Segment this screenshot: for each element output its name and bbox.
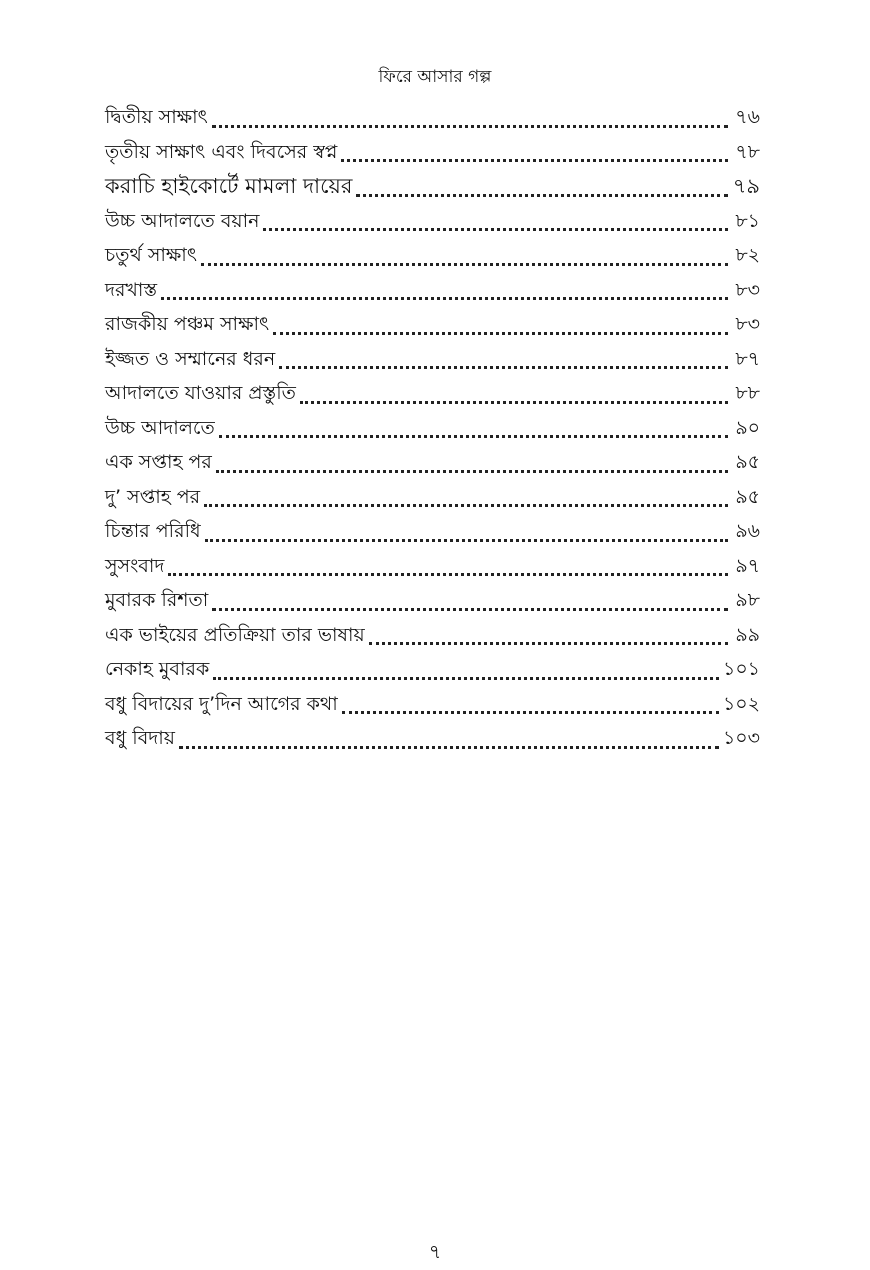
toc-entry-title: চিন্তার পরিধি [105,520,201,542]
toc-entry-title: ইজ্জত ও সম্মানের ধরন [105,347,276,370]
toc-entry-page: ৯৯ [735,623,760,646]
dot-leader [161,295,728,300]
dot-leader [204,502,728,507]
toc-entry [105,376,760,411]
toc-entry-page: ৮৭ [735,347,760,370]
dot-leader [201,261,728,266]
toc-entry-title: উচ্চ আদালতে [105,416,215,439]
toc-entry-page: ৭৯ [732,174,760,198]
toc-entry [105,273,760,308]
toc-entry-page: ৭৬ [735,106,760,128]
dot-leader [212,606,728,611]
toc-entry [105,480,760,515]
dot-leader [219,433,728,438]
toc-entry-title: তৃতীয় সাক্ষাৎ এবং দিবসের স্বপ্ন [105,140,338,163]
toc-entry-title: দ্বিতীয় সাক্ষাৎ [105,106,208,128]
dot-leader [342,709,719,714]
dot-leader [205,537,728,542]
toc-entry-title: সুসংবাদ [105,554,165,577]
toc-entry-title: দরখাস্ত [105,278,158,301]
toc-entry-page: ১০২ [722,692,760,715]
toc-entry-title: আদালতে যাওয়ার প্রস্তুতি [105,382,296,404]
toc-entry-title: চতুর্থ সাক্ষাৎ [105,244,197,266]
toc-entry-title: বধু বিদায়ের দু’দিন আগের কথা [105,692,338,715]
dot-leader [341,157,728,162]
dot-leader [216,468,728,473]
page-number: ৭ [428,1241,442,1263]
toc-entry-page: ৮২ [735,244,760,266]
toc-entry-page: ৯৮ [735,589,760,611]
toc-entry [105,135,760,170]
toc-entry-page: ৯৫ [735,451,760,473]
toc-entry-page: ৯৬ [735,520,760,542]
toc-entry [105,514,760,549]
toc-entry-title: করাচি হাইকোর্টে মামলা দায়ের [105,174,353,198]
toc-entry [105,204,760,239]
toc-entry-page: ৮৩ [735,278,760,301]
running-head: ফিরে আসার গল্প [378,67,492,87]
dot-leader [273,330,728,335]
toc-entry [105,687,760,722]
dot-leader [179,744,719,749]
toc-entry [105,411,760,446]
dot-leader [263,226,728,231]
toc-entry-page: ১০১ [722,658,760,680]
toc-entry-title: দু’ সপ্তাহ পর [105,485,201,508]
toc-entry [105,169,760,204]
toc-entry [105,721,760,756]
toc-entry-title: বধু বিদায় [105,727,175,749]
toc-entry [105,100,760,135]
dot-leader [369,640,728,645]
toc-entry [105,652,760,687]
toc-entry [105,445,760,480]
toc-entry [105,583,760,618]
toc-entry-page: ৯০ [735,416,760,439]
table-of-contents [105,100,760,756]
dot-leader [168,571,728,576]
toc-entry-title: মুবারক রিশতা [105,589,209,611]
toc-entry [105,238,760,273]
toc-entry-page: ৯৫ [735,485,760,508]
toc-entry-page: ৯৭ [735,554,760,577]
dot-leader [212,123,728,128]
toc-entry [105,342,760,377]
dot-leader [213,675,719,680]
dot-leader [300,399,728,404]
toc-entry-page: ৭৮ [735,140,760,163]
toc-entry [105,618,760,653]
toc-entry-page: ৮১ [735,209,760,232]
toc-entry-page: ১০৩ [722,727,760,749]
toc-entry-title: এক সপ্তাহ পর [105,451,212,473]
toc-entry-title: উচ্চ আদালতে বয়ান [105,209,260,232]
toc-entry-page: ৮৮ [735,382,760,404]
toc-entry-title: রাজকীয় পঞ্চম সাক্ষাৎ [105,313,270,335]
toc-entry [105,307,760,342]
toc-entry [105,549,760,584]
toc-entry-page: ৮৩ [735,313,760,335]
toc-entry-title: এক ভাইয়ের প্রতিক্রিয়া তার ভাষায় [105,623,365,646]
dot-leader [356,192,728,197]
dot-leader [279,364,728,369]
toc-entry-title: নেকাহ মুবারক [105,658,210,680]
